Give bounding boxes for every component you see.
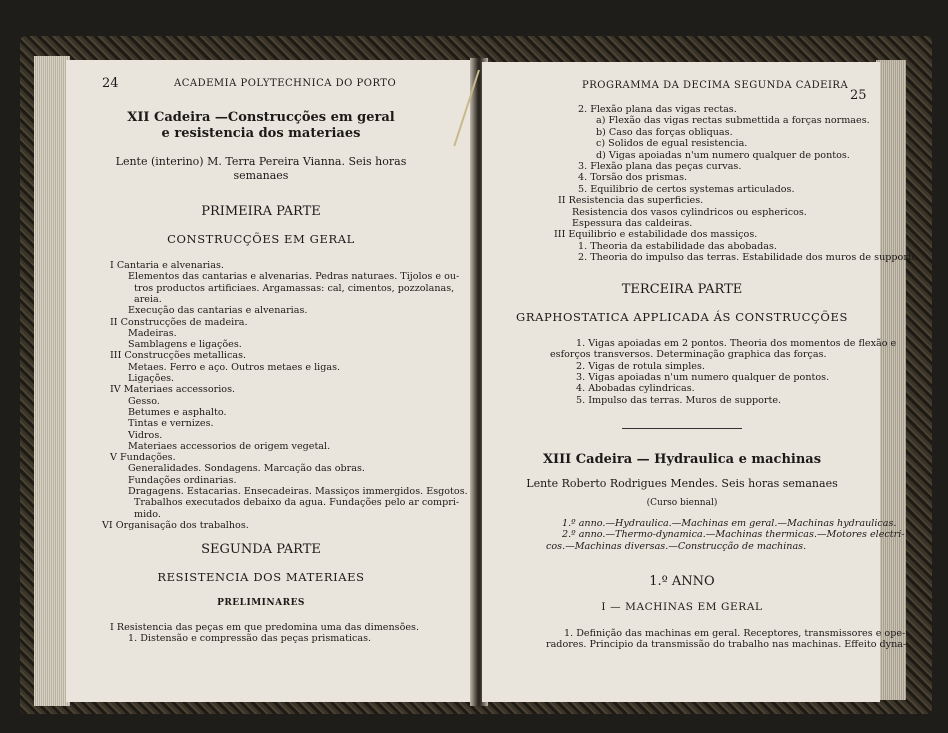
text-line: 3. Flexão plana das peças curvas. [578, 161, 742, 172]
text-line: 2. Vigas de rotula simples. [576, 360, 705, 372]
text-line: Materiaes accessorios de origem vegetal. [128, 440, 331, 452]
part-heading-1: PRIMEIRA PARTE [201, 204, 321, 219]
text-line: d) Vigas apoiadas n'um numero qualquer de pontos. [596, 149, 850, 161]
text-line: Betumes e asphalto. [128, 406, 227, 418]
part-heading-3: TERCEIRA PARTE [621, 282, 743, 297]
text-line: Dragagens. Estacarias. Ensecadeiras. Massiços immergidos. Esgotos. [128, 486, 468, 497]
text-line: Madeiras. [128, 327, 177, 339]
text-line: Elementos das cantarias e alvenarias. Pedras naturaes. Tijolos e ou- [128, 271, 460, 283]
text-line: 2. Theoria do impulso das terras. Estabilidade dos muros de supporte. [578, 252, 921, 264]
text-line: Trabalhos executados debaixo da agua. Fundações pelo ar compri- [134, 497, 460, 509]
text-line: c) Solidos de egual resistencia. [596, 138, 748, 150]
text-line: Generalidades. Sondagens. Marcação das obras. [128, 463, 365, 475]
lente-xiii: Lente Roberto Rodrigues Mendes. Seis horas semanaes [526, 477, 838, 490]
curso-biennal: (Curso biennal) [646, 498, 718, 508]
text-line: Gesso. [128, 395, 160, 407]
text-line: I Cantaria e alvenarias. [110, 260, 224, 271]
text-line: Tintas e vernizes. [128, 418, 214, 430]
text-line: 1. Theoria da estabilidade das abobadas. [578, 240, 777, 252]
text-line: a) Flexão das vigas rectas submettida a forças normaes. [596, 115, 870, 127]
text-line: 1. Distensão e compressão das peças prismaticas. [128, 633, 372, 645]
left-page [66, 60, 476, 702]
text-line: 2. Flexão plana das vigas rectas. [578, 104, 737, 115]
part-heading-2: SEGUNDA PARTE [201, 542, 321, 557]
text-line: 1. Vigas apoiadas em 2 pontos. Theoria dos momentos de flexão e [576, 338, 897, 349]
text-line: II Resistencia das superficies. [558, 195, 704, 207]
text-line: Ligações. [128, 373, 175, 384]
text-line: IV Materiaes accessorios. [110, 384, 236, 396]
running-head-left: ACADEMIA POLYTECHNICA DO PORTO [174, 78, 397, 89]
page-number-left: 24 [102, 76, 119, 91]
text-line: esforços transversos. Determinação graphica das forças. [550, 349, 827, 361]
text-line: III Equilibrio e estabilidade dos massiços. [554, 229, 758, 241]
text-line: I Resistencia das peças em que predomina uma das dimensões. [110, 622, 419, 633]
section-divider [622, 428, 742, 429]
text-line: cos.—Machinas diversas.—Construcção de machinas. [546, 540, 807, 552]
lente-line1: Lente (interino) M. Terra Pereira Vianna. Seis horas [115, 155, 407, 168]
text-line: Fundações ordinarias. [128, 474, 237, 486]
part-subheading-2: RESISTENCIA DOS MATERIAES [157, 570, 365, 584]
text-line: 5. Equilibrio de certos systemas articulados. [578, 183, 795, 195]
text-line: Vidros. [128, 429, 163, 441]
text-line: 4. Torsão dos prismas. [578, 172, 688, 184]
page-edges-left [34, 56, 70, 706]
right-page [482, 62, 921, 702]
text-line: Resistencia dos vasos cylindricos ou esphericos. [572, 206, 807, 218]
cadeira-title-line2: e resistencia dos materiaes [161, 126, 361, 141]
text-line: b) Caso das forças obliquas. [596, 126, 733, 138]
text-line: Metaes. Ferro e aço. Outros metaes e ligas. [128, 361, 341, 373]
text-line: Execução das cantarias e alvenarias. [128, 305, 308, 317]
part-subheading-1: CONSTRUCÇÕES EM GERAL [167, 232, 355, 246]
text-line: II Construcções de madeira. [110, 316, 248, 328]
text-line: 2.º anno.—Thermo-dynamica.—Machinas thermicas.—Motores electri- [562, 529, 905, 541]
text-line: Samblagens e ligações. [128, 339, 242, 351]
text-line: 5. Impulso das terras. Muros de supporte. [576, 394, 782, 406]
anno-heading: 1.º ANNO [649, 574, 715, 589]
text-line: 1.º anno.—Hydraulica.—Machinas em geral.—Machinas hydraulicas. [562, 518, 897, 529]
running-head-right: PROGRAMMA DA DECIMA SEGUNDA CADEIRA [582, 80, 849, 91]
text-line: 4. Abobadas cylindricas. [576, 383, 695, 395]
text-line: tros productos artificiaes. Argamassas: cal, cimentos, pozzolanas, [134, 282, 455, 294]
text-line: mido. [134, 508, 161, 520]
part-subheading-3: GRAPHOSTATICA APPLICADA ÁS CONSTRUCÇÕES [516, 310, 848, 324]
lente-line2: semanaes [233, 169, 289, 182]
cadeira-title-line1: XII Cadeira —Construcções em geral [127, 110, 395, 125]
text-line: III Construcções metallicas. [110, 350, 247, 362]
text-line: Espessura das caldeiras. [572, 218, 693, 229]
text-line: V Fundações. [110, 452, 176, 464]
text-line: areia. [134, 293, 162, 305]
machinas-heading: I — MACHINAS EM GERAL [601, 601, 763, 613]
text-line: VI Organisação dos trabalhos. [102, 519, 249, 531]
text-line: radores. Principio da transmissão do trabalho nas machinas. Effeito dyna- [546, 639, 907, 651]
text-line: 1. Definição das machinas em geral. Receptores, transmissores e ope- [564, 628, 906, 639]
page-number-right: 25 [850, 88, 867, 103]
preliminares-heading: PRELIMINARES [217, 598, 305, 608]
cadeira-xiii-title: XIII Cadeira — Hydraulica e machinas [542, 452, 822, 467]
text-line: 3. Vigas apoiadas n'um numero qualquer de pontos. [576, 371, 830, 383]
